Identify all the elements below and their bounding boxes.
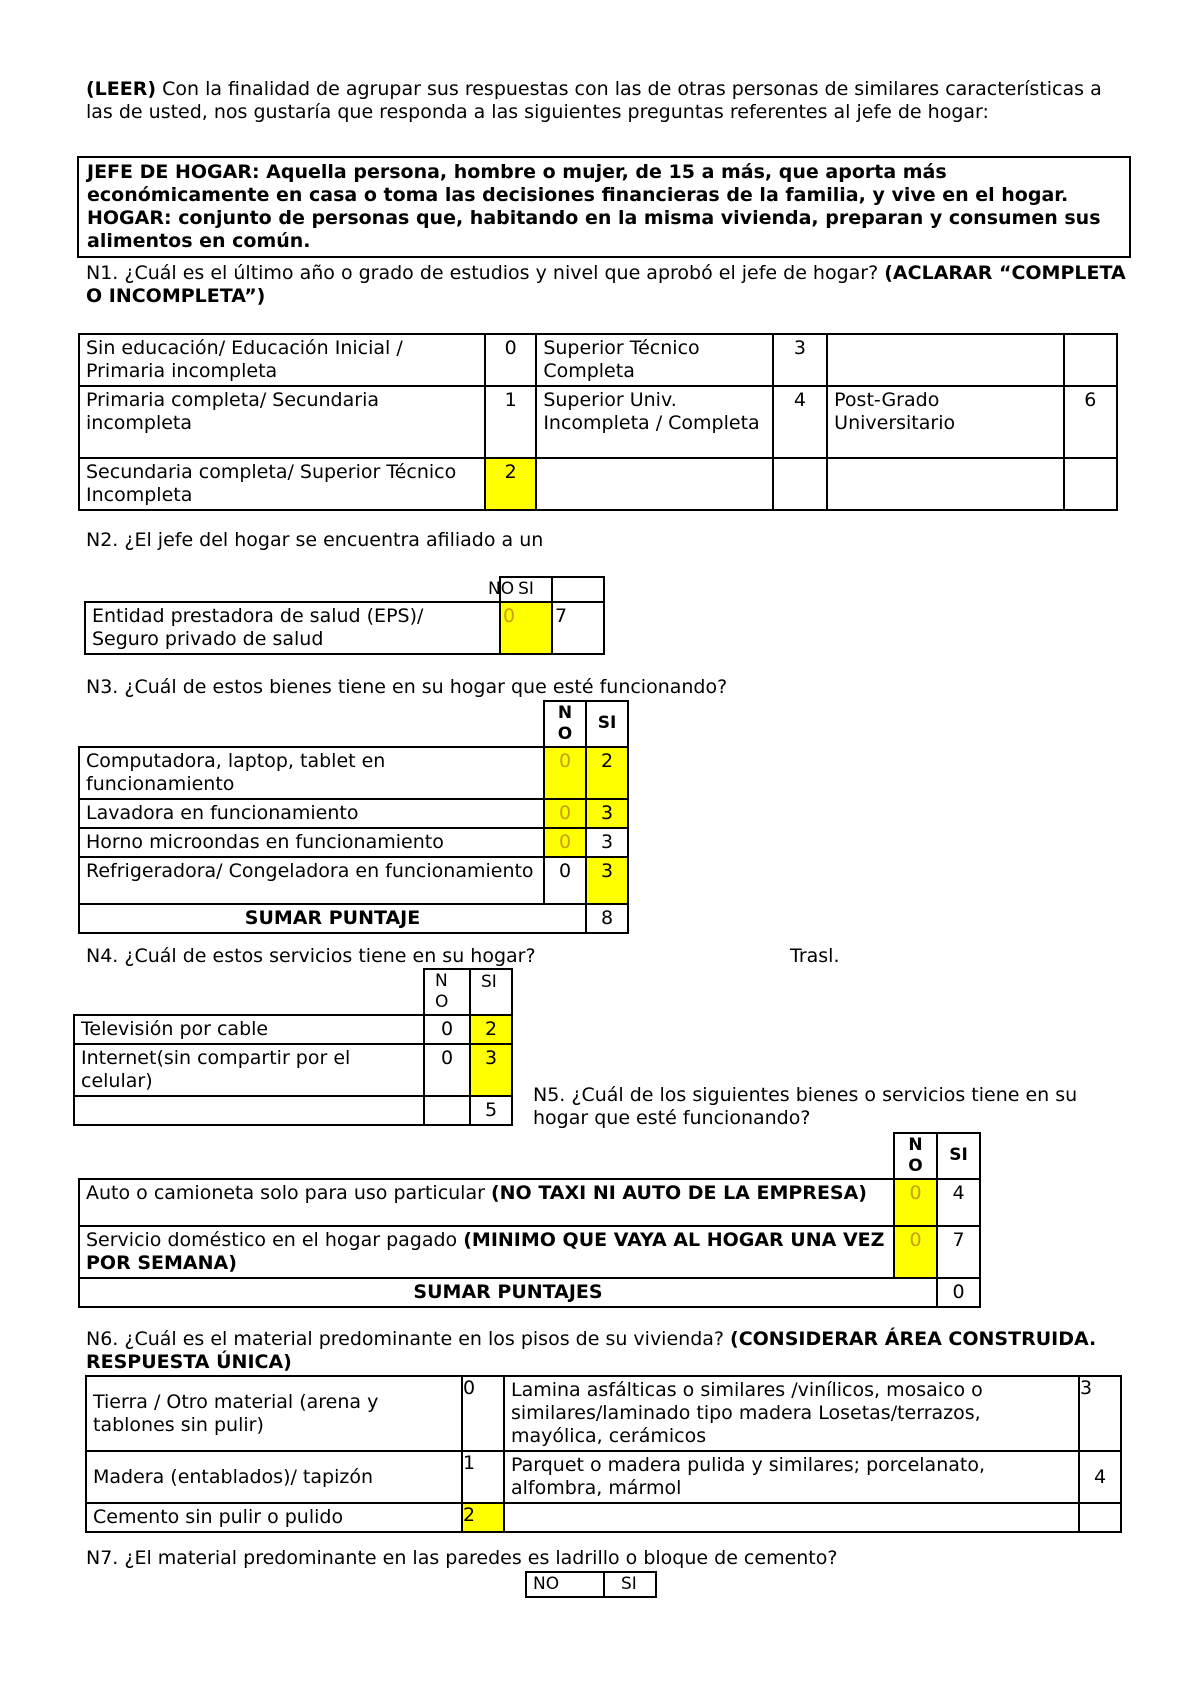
n2-table — [84, 576, 605, 655]
n2-header-no: NO — [488, 579, 515, 599]
n4-question: N4. ¿Cuál de estos servicios tiene en su hogar? — [86, 945, 536, 967]
table-row — [74, 1015, 512, 1044]
n6-code[interactable]: 0 — [462, 1376, 504, 1451]
n1-code[interactable] — [1064, 334, 1117, 386]
table-row — [79, 904, 628, 933]
n1-code[interactable] — [1064, 458, 1117, 510]
n5-total-value: 0 — [937, 1278, 980, 1307]
n5-si-value[interactable]: 7 — [937, 1226, 980, 1278]
n2-no-value[interactable]: 0 — [500, 602, 552, 654]
n6-option[interactable]: Cemento sin pulir o pulido — [86, 1503, 462, 1532]
n5-item: Auto o camioneta solo para uso particular (NO TAXI NI AUTO DE LA EMPRESA) — [79, 1179, 894, 1226]
intro-paragraph — [86, 78, 1126, 124]
n4-item: Televisión por cable — [74, 1015, 424, 1044]
n4-item: Internet(sin compartir por el celular) — [74, 1044, 424, 1096]
n5-item: Servicio doméstico en el hogar pagado (MINIMO QUE VAYA AL HOGAR UNA VEZ POR SEMANA) — [79, 1226, 894, 1278]
intro-lead: (LEER) — [86, 78, 157, 100]
n1-option[interactable]: Primaria completa/ Secundaria incompleta — [79, 386, 485, 458]
n2-item: Entidad prestadora de salud (EPS)/ Seguro privado de salud — [85, 602, 500, 654]
n1-table — [78, 333, 1118, 511]
n5-total-label: SUMAR PUNTAJES — [79, 1278, 937, 1307]
n3-total-value: 8 — [586, 904, 628, 933]
table-row — [79, 458, 1117, 510]
n4-total-value: 5 — [470, 1096, 512, 1125]
n1-code[interactable]: 3 — [773, 334, 827, 386]
n4-header-si: SI — [470, 969, 512, 1015]
n5-no-value[interactable]: 0 — [894, 1179, 937, 1226]
n3-no-value[interactable]: 0 — [544, 857, 586, 904]
n6-code[interactable]: 1 — [462, 1451, 504, 1503]
n6-note: (CONSIDERAR ÁREA CONSTRUIDA. RESPUESTA ÚNICA) — [86, 1328, 1156, 1373]
n5-item-note: (MINIMO QUE VAYA AL HOGAR UNA VEZ POR SEMANA) — [86, 1229, 885, 1274]
n1-code[interactable] — [773, 458, 827, 510]
table-row — [86, 1503, 1121, 1532]
n6-code-selected[interactable]: 2 — [462, 1503, 504, 1532]
table-row — [86, 1376, 1121, 1451]
n5-item-note: (NO TAXI NI AUTO DE LA EMPRESA) — [490, 1182, 867, 1204]
n3-header-si: SI — [586, 701, 628, 747]
n7-question: N7. ¿El material predominante en las paredes es ladrillo o bloque de cemento? — [86, 1547, 838, 1569]
table-row — [85, 602, 604, 654]
n6-option[interactable]: Tierra / Otro material (arena y tablones sin pulir) — [86, 1376, 462, 1451]
table-row — [79, 1278, 980, 1307]
n3-item: Horno microondas en funcionamiento — [79, 828, 544, 857]
n4-header-no: N O — [424, 969, 470, 1015]
n1-code-selected[interactable]: 2 — [485, 458, 536, 510]
n6-code[interactable] — [1079, 1503, 1121, 1532]
n1-code[interactable]: 1 — [485, 386, 536, 458]
n6-option[interactable]: Madera (entablados)/ tapizón — [86, 1451, 462, 1503]
n7-si-option[interactable]: SI — [604, 1572, 656, 1597]
n1-option[interactable] — [827, 458, 1063, 510]
definitions-box — [77, 156, 1131, 258]
n1-option[interactable]: Post-Grado Universitario — [827, 386, 1063, 458]
n1-option[interactable] — [536, 458, 772, 510]
table-row — [79, 1179, 980, 1226]
n3-item: Lavadora en funcionamiento — [79, 799, 544, 828]
n1-code[interactable]: 0 — [485, 334, 536, 386]
n2-question: N2. ¿El jefe del hogar se encuentra afiliado a un — [86, 529, 544, 551]
n3-item: Refrigeradora/ Congeladora en funcionamiento — [79, 857, 544, 904]
n3-si-value[interactable]: 2 — [586, 747, 628, 799]
n5-no-value[interactable]: 0 — [894, 1226, 937, 1278]
n3-si-value[interactable]: 3 — [586, 799, 628, 828]
n5-si-value[interactable]: 4 — [937, 1179, 980, 1226]
n4-si-value[interactable]: 2 — [470, 1015, 512, 1044]
n5-header-si: SI — [937, 1133, 980, 1179]
intro-text: Con la finalidad de agrupar sus respuestas con las de otras personas de similares características a las de usted, nos gustaría que responda a las siguientes preguntas referentes al jefe de hogar: — [86, 78, 1102, 123]
n4-table — [73, 968, 513, 1126]
n6-code[interactable]: 3 — [1079, 1376, 1121, 1451]
table-row — [79, 799, 628, 828]
n5-question: N5. ¿Cuál de los siguientes bienes o servicios tiene en su hogar que esté funcionando? — [533, 1084, 1078, 1129]
n6-table — [85, 1375, 1122, 1533]
n3-si-value[interactable]: 3 — [586, 828, 628, 857]
n1-code[interactable]: 4 — [773, 386, 827, 458]
n1-note: (ACLARAR “COMPLETA O INCOMPLETA”) — [86, 262, 1126, 307]
n4-no-value[interactable]: 0 — [424, 1015, 470, 1044]
n5-header-no: N O — [894, 1133, 937, 1179]
n6-option[interactable]: Lamina asfálticas o similares /vinílicos, mosaico o similares/laminado tipo madera Losetas/terrazos, mayólica, cerámicos — [504, 1376, 1079, 1451]
n2-header-si: SI — [500, 577, 552, 602]
table-row — [74, 969, 512, 1015]
n1-option[interactable]: Superior Univ. Incompleta / Completa — [536, 386, 772, 458]
n6-question: N6. ¿Cuál es el material predominante en los pisos de su vivienda? (CONSIDERAR ÁREA CONSTRUIDA. RESPUESTA ÚNICA) — [86, 1328, 1156, 1373]
n1-option[interactable] — [827, 334, 1063, 386]
n6-option[interactable] — [504, 1503, 1079, 1532]
n3-header-no: N O — [544, 701, 586, 747]
n7-table — [525, 1571, 657, 1598]
table-row — [79, 701, 628, 747]
table-row — [526, 1572, 656, 1597]
n3-item: Computadora, laptop, tablet en funcionamiento — [79, 747, 544, 799]
table-row — [79, 1133, 980, 1179]
table-row — [74, 1096, 512, 1125]
definition-hogar: HOGAR: conjunto de personas que, habitando en la misma vivienda, preparan y consumen sus alimentos en común. — [87, 207, 1101, 252]
table-row — [79, 386, 1117, 458]
n6-code[interactable]: 4 — [1079, 1451, 1121, 1503]
n1-option[interactable]: Superior Técnico Completa — [536, 334, 772, 386]
n3-no-value[interactable]: 0 — [544, 828, 586, 857]
n1-code[interactable]: 6 — [1064, 386, 1117, 458]
n3-question: N3. ¿Cuál de estos bienes tiene en su hogar que esté funcionando? — [86, 676, 728, 698]
table-row — [85, 577, 604, 602]
definition-jefe: JEFE DE HOGAR: Aquella persona, hombre o mujer, de 15 a más, que aporta más económicamente en casa o toma las decisiones financieras de la familia, y vive en el hogar. — [87, 161, 1069, 206]
n3-no-value[interactable]: 0 — [544, 799, 586, 828]
n5-table — [78, 1132, 981, 1308]
table-row — [79, 334, 1117, 386]
table-row — [79, 828, 628, 857]
n2-si-value[interactable]: 7 — [552, 602, 604, 654]
n1-option[interactable]: Secundaria completa/ Superior Técnico Incompleta — [79, 458, 485, 510]
n4-no-value[interactable]: 0 — [424, 1044, 470, 1096]
n4-si-value[interactable]: 3 — [470, 1044, 512, 1096]
n6-option[interactable]: Parquet o madera pulida y similares; porcelanato, alfombra, mármol — [504, 1451, 1079, 1503]
table-row — [79, 747, 628, 799]
n3-total-label: SUMAR PUNTAJE — [79, 904, 586, 933]
table-row — [86, 1451, 1121, 1503]
n7-no-option[interactable]: NO — [526, 1572, 604, 1597]
n4-trasl: Trasl. — [790, 945, 840, 967]
n3-si-value[interactable]: 3 — [586, 857, 628, 904]
n3-no-value[interactable]: 0 — [544, 747, 586, 799]
n1-option[interactable]: Sin educación/ Educación Inicial / Primaria incompleta — [79, 334, 485, 386]
n1-question: N1. ¿Cuál es el último año o grado de estudios y nivel que aprobó el jefe de hogar? (ACLARAR “COMPLETA O INCOMPLETA”) — [86, 262, 1126, 307]
table-row — [74, 1044, 512, 1096]
table-row — [79, 857, 628, 904]
n3-table — [78, 700, 629, 934]
table-row — [79, 1226, 980, 1278]
